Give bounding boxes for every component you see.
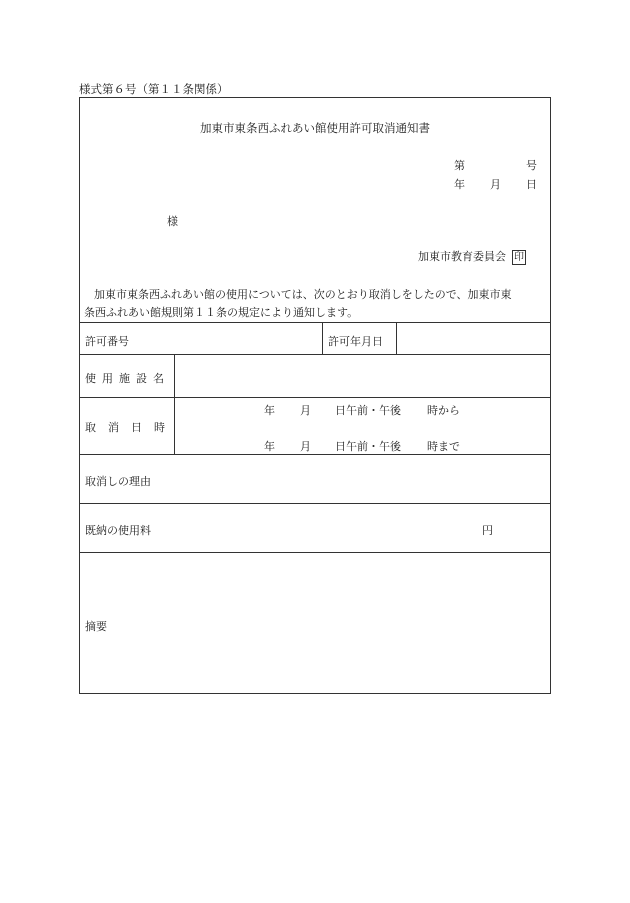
to-year: 年 xyxy=(264,440,275,453)
to-month: 月 xyxy=(300,440,311,453)
seal-mark: 印 xyxy=(514,251,524,263)
yen-unit: 円 xyxy=(482,524,493,537)
date-month: 月 xyxy=(490,178,501,191)
reason-label: 取消しの理由 xyxy=(85,475,151,488)
column-divider xyxy=(396,322,397,354)
date-day: 日 xyxy=(526,178,537,191)
row-divider xyxy=(80,503,550,504)
row-divider xyxy=(80,397,550,398)
permit-date-label: 許可年月日 xyxy=(328,335,383,348)
from-year: 年 xyxy=(264,404,275,417)
notice-frame xyxy=(79,97,551,694)
row-divider xyxy=(80,354,550,355)
permit-number-label: 許可番号 xyxy=(85,335,129,348)
issuer-line xyxy=(418,248,526,265)
from-month: 月 xyxy=(300,404,311,417)
table-top-line xyxy=(80,322,550,323)
to-time: 時まで xyxy=(427,440,460,453)
row-divider xyxy=(80,552,550,553)
date-year: 年 xyxy=(454,178,465,191)
document-title: 加東市東条西ふれあい館使用許可取消通知書 xyxy=(200,121,430,135)
column-divider xyxy=(174,354,175,454)
column-divider xyxy=(322,322,323,354)
form-number-label: 様式第６号（第１１条関係） xyxy=(79,82,229,96)
issuer-name: 加東市教育委員会 xyxy=(418,250,506,263)
number-prefix: 第 xyxy=(454,159,465,172)
body-text-line-2: 条西ふれあい館規則第１１条の規定により通知します。 xyxy=(84,306,359,319)
remarks-label: 摘要 xyxy=(85,620,107,633)
number-suffix: 号 xyxy=(526,159,537,172)
paid-fee-label: 既納の使用料 xyxy=(85,524,151,537)
from-time: 時から xyxy=(427,404,460,417)
cancel-datetime-label: 取消日時 xyxy=(85,421,177,434)
facility-label: 使用施設名 xyxy=(85,372,170,385)
from-day-ampm: 日午前・午後 xyxy=(335,404,401,417)
to-day-ampm: 日午前・午後 xyxy=(335,440,401,453)
body-text-line-1: 加東市東条西ふれあい館の使用については、次のとおり取消しをしたので、加東市東 xyxy=(94,288,512,301)
row-divider xyxy=(80,454,550,455)
addressee-suffix: 様 xyxy=(167,215,178,228)
